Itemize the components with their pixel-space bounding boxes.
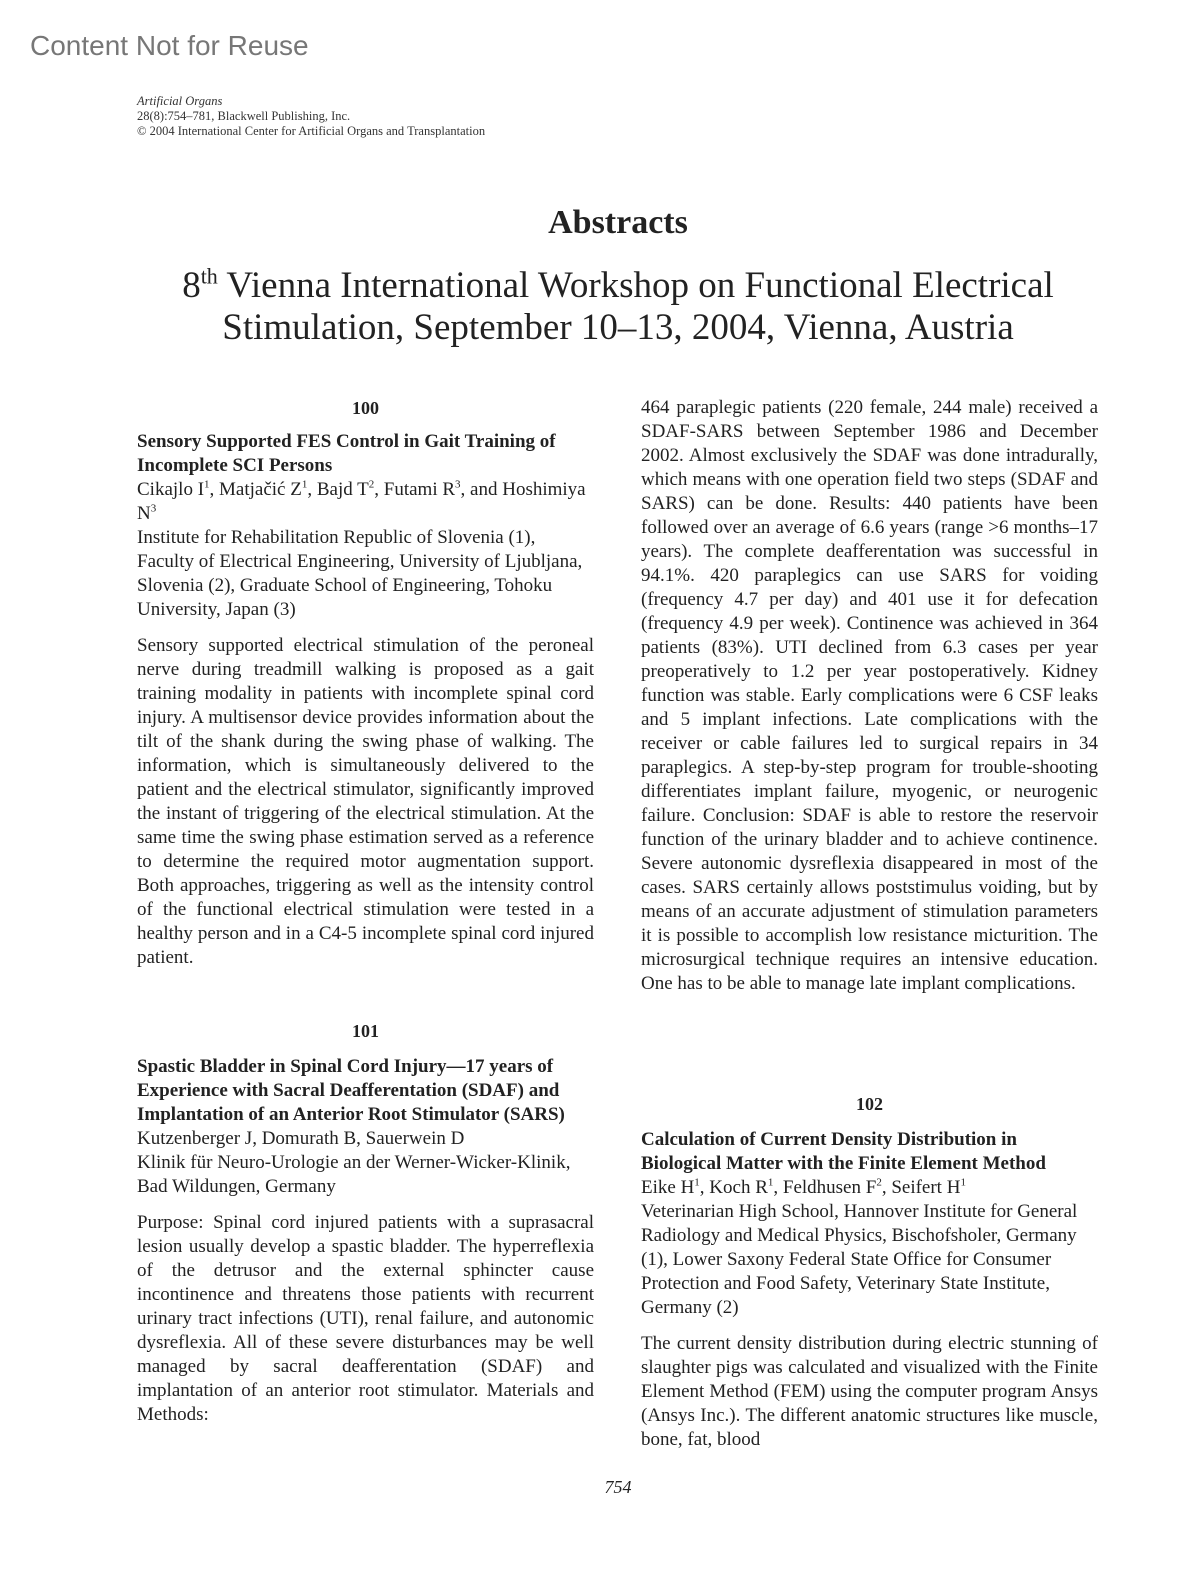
abstract-affiliation: Institute for Rehabilitation Republic of Slovenia (1), Faculty of Electrical Engineering, University of Ljubljana, Slovenia (2), Graduate School of Engineering, Tohoku University, Japan (3) xyxy=(137,527,583,620)
abstract-authors xyxy=(641,1176,1098,1200)
author-affiliation-mark: 3 xyxy=(150,502,157,515)
author-separator: , xyxy=(307,479,317,500)
abstract-number: 100 xyxy=(352,398,379,418)
author-affiliation-mark: 1 xyxy=(960,1176,966,1189)
conference-line1: Vienna International Workshop on Functional Electrical xyxy=(217,265,1054,306)
journal-citation: 28(8):754–781, Blackwell Publishing, Inc. xyxy=(137,109,351,123)
page-heading: Abstracts xyxy=(548,204,688,241)
journal-header xyxy=(137,94,485,139)
author-separator: , xyxy=(209,479,220,500)
author-name: Eike H xyxy=(641,1177,695,1198)
author-separator: , xyxy=(374,479,384,500)
author-affiliation-mark: 1 xyxy=(767,1176,774,1189)
abstract-101-body-continued: 464 paraplegic patients (220 female, 244 male) received a SDAF-SARS between September 1986 and December 2002. Almost exclusively the SDAF was done intradurally, which means with one operation field two steps (SDAF and SARS) can be done. Results: 440 patients have been followed over an average of 6.6 years (range >6 months–17 years). The complete deafferentation was successful in 94.1%. 420 paraplegics can use SARS for voiding (frequency 4.7 per day) and 401 use it for defecation (frequency 4.9 per week). Continence was achieved in 364 patients (83%). UTI declined from 6.3 cases per year preoperatively to 1.2 per year postoperatively. Kidney function was stable. Early complications were 6 CSF leaks and 5 implant infections. Late complications with the receiver or cable failures led to surgical repairs in 34 paraplegics. A step-by-step program for trouble-shooting differentiates implant failure, myogenic, or neurogenic failure. Conclusion: SDAF is able to restore the reservoir function of the urinary bladder and to achieve continence. Severe autonomic dysreflexia disappeared in most of the cases. SARS certainly allows poststimulus voiding, but by means of an accurate adjustment of stimulation parameters it is possible to accomplish low resistance micturition. The microsurgical technique requires an intensive education. One has to be able to manage late implant complications. xyxy=(641,397,1098,994)
abstract-affiliation: Klinik für Neuro-Urologie an der Werner-Wicker-Klinik, Bad Wildungen, Germany xyxy=(137,1152,571,1197)
conference-ordinal: 8 xyxy=(182,265,201,306)
watermark: Content Not for Reuse xyxy=(30,30,309,61)
conference-title xyxy=(0,265,1200,349)
abstract-body: Sensory supported electrical stimulation of the peroneal nerve during treadmill walking is proposed as a gait training modality in patients with incomplete spinal cord injury. A multisensor device provides information about the tilt of the shank during the swing phase of walking. The information, which is simultaneously delivered to the patient and the electrical stimulator, significantly improved the instant of triggering of the electrical stimulation. At the same time the swing phase estimation served as a reference to determine the required motor augmentation support. Both approaches, triggering as well as the intensity control of the functional electrical stimulation were tested in a healthy person and in a C4-5 incomplete spinal cord injured patient. xyxy=(137,635,594,968)
author-affiliation-mark: 1 xyxy=(694,1176,700,1189)
conference-ordinal-suffix: th xyxy=(200,263,218,289)
journal-name: Artificial Organs xyxy=(137,94,223,108)
author-name: Seifert H xyxy=(891,1177,961,1198)
abstract-101 xyxy=(137,1019,594,1427)
author-separator: , xyxy=(699,1177,710,1198)
conference-line2: Stimulation, September 10–13, 2004, Vienna, Austria xyxy=(222,307,1014,348)
abstract-number: 102 xyxy=(856,1094,883,1114)
abstract-title: Calculation of Current Density Distribution in Biological Matter with the Finite Element Method xyxy=(641,1129,1046,1174)
abstract-authors xyxy=(137,478,594,526)
abstract-body: Purpose: Spinal cord injured patients with a suprasacral lesion usually develop a spastic bladder. The hyperreflexia of the detrusor and the external sphincter cause incontinence and threatens those patients with recurrent urinary tract infections (UTI), renal failure, and autonomic dysreflexia. All of these severe disturbances may be well managed by sacral deafferentation (SDAF) and implantation of an anterior root stimulator. Materials and Methods: xyxy=(137,1212,594,1425)
journal-copyright: © 2004 International Center for Artificial Organs and Transplantation xyxy=(137,124,486,138)
author-name: Hoshimiya N xyxy=(137,479,586,524)
abstract-authors: Kutzenberger J, Domurath B, Sauerwein D xyxy=(137,1128,465,1149)
author-separator: , xyxy=(773,1177,783,1198)
author-separator: , and xyxy=(460,479,503,500)
author-name: Matjačić Z xyxy=(219,479,302,500)
author-name: Koch R xyxy=(709,1177,768,1198)
abstract-body: The current density distribution during electric stunning of slaughter pigs was calculated and visualized with the Finite Element Method (FEM) using the computer program Ansys (Ansys Inc.). The different anatomic structures like muscle, bone, fat, blood xyxy=(641,1333,1098,1450)
author-affiliation-mark: 2 xyxy=(876,1176,882,1189)
author-affiliation-mark: 3 xyxy=(455,478,461,491)
abstract-affiliation: Veterinarian High School, Hannover Institute for General Radiology and Medical Physics, Bischofsholer, Germany (1), Lower Saxony Federal State Office for Consumer Protection and Food Safety, Veterinary State Institute, Germany (2) xyxy=(641,1201,1078,1318)
author-name: Cikajlo I xyxy=(137,479,205,500)
abstract-102 xyxy=(641,1092,1098,1452)
abstract-title: Spastic Bladder in Spinal Cord Injury—17 years of Experience with Sacral Deafferentation (SDAF) and Implantation of an Anterior Root Stimulator (SARS) xyxy=(137,1056,565,1125)
author-separator: , xyxy=(881,1177,892,1198)
author-name: Futami R xyxy=(383,479,456,500)
author-name: Feldhusen F xyxy=(782,1177,877,1198)
abstract-number: 101 xyxy=(352,1021,379,1041)
page-number: 754 xyxy=(604,1477,632,1497)
abstract-100 xyxy=(137,396,594,970)
author-affiliation-mark: 2 xyxy=(368,478,375,491)
abstract-title: Sensory Supported FES Control in Gait Training of Incomplete SCI Persons xyxy=(137,431,556,476)
author-affiliation-mark: 1 xyxy=(301,478,308,491)
author-name: Bajd T xyxy=(316,479,369,500)
author-affiliation-mark: 1 xyxy=(204,478,210,491)
